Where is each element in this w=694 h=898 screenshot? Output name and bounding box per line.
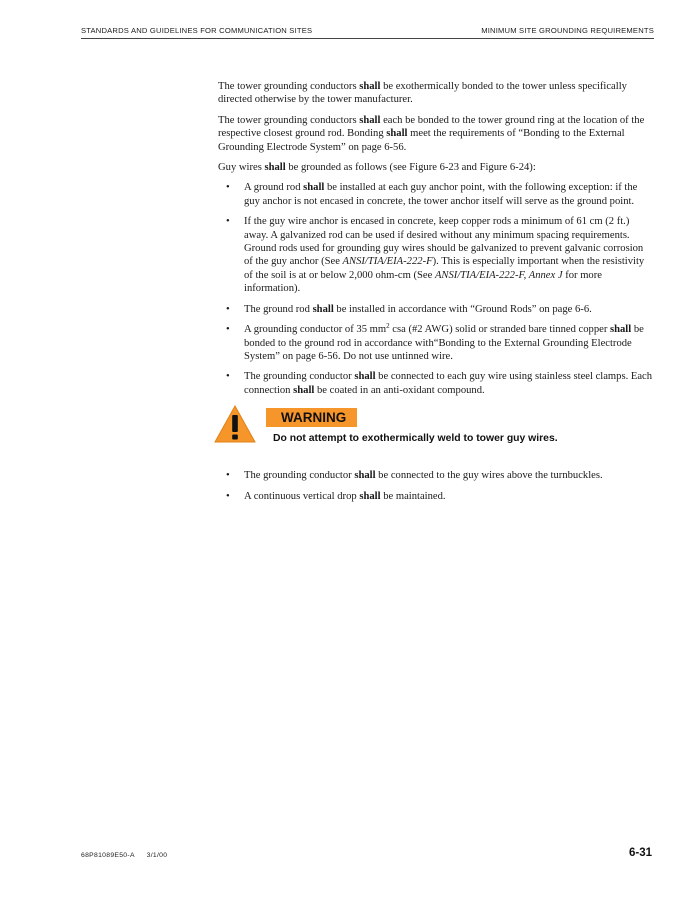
bullet-icon: • — [226, 470, 230, 482]
text-run-bold: shall — [354, 371, 376, 383]
body-text — [218, 80, 654, 510]
text-run: be maintained. — [380, 490, 446, 502]
text-run: be bonded to the ground rod in accordance with“Bonding to the External Grounding Electrode System” on page 6-56. Do not use untinned wire. — [244, 324, 644, 362]
header-left-title: STANDARDS AND GUIDELINES FOR COMMUNICATION SITES — [81, 26, 313, 35]
text-run: be connected to each guy wire using stainless steel clamps. Each connection — [244, 371, 653, 396]
text-run-bold: shall — [359, 490, 381, 502]
page-number: 6-31 — [628, 847, 652, 859]
warning-label: WARNING — [266, 408, 357, 427]
bullet-list-continued — [218, 469, 654, 503]
bullet-icon: • — [226, 303, 230, 315]
bullet-list — [218, 181, 654, 397]
header-divider — [81, 38, 654, 39]
text-run: A ground rod — [244, 182, 304, 194]
paragraph-ground-ring — [218, 114, 654, 154]
text-run-italic: ANSI/TIA/EIA-222-F — [342, 256, 433, 268]
text-run-bold: shall — [354, 470, 376, 482]
text-run: The grounding conductor — [244, 371, 355, 383]
text-run: be coated in an anti-oxidant compound. — [314, 384, 485, 396]
text-run-italic: ANSI/TIA/EIA-222-F, Annex J — [434, 269, 563, 281]
text-run: csa (#2 AWG) solid or stranded bare tinned copper — [389, 324, 610, 336]
text-run-bold: shall — [264, 162, 286, 174]
header-right-title: MINIMUM SITE GROUNDING REQUIREMENTS — [481, 26, 654, 35]
warning-callout — [218, 405, 654, 465]
superscript: 2 — [386, 322, 390, 331]
text-run: each be bonded to the tower ground ring at the location of the respective closest ground rod. Bonding — [218, 114, 645, 140]
footer-doc-number: 68P81089E50-A — [81, 852, 135, 859]
warning-triangle-icon — [214, 405, 256, 443]
text-run: If the guy wire anchor is encased in concrete, keep copper rods a minimum of 61 cm (2 ft.) away. A galvanized rod can be used if desired without any minimum spacing requirements. Ground rods used for grounding guy wires should be galvanized to prevent galvanic corrosion of the guy anchor (See — [244, 216, 644, 268]
text-run: Guy wires — [218, 162, 265, 174]
paragraph-tower-bonding — [218, 80, 654, 107]
text-run-bold: shall — [312, 303, 334, 315]
list-item — [218, 469, 654, 482]
text-run: for more information). — [244, 269, 602, 295]
text-run: be installed in accordance with “Ground Rods” on page 6-6. — [333, 303, 592, 315]
list-item — [218, 323, 654, 363]
warning-text: Do not attempt to exothermically weld to tower guy wires. — [273, 433, 558, 445]
text-run: A continuous vertical drop — [244, 490, 360, 502]
paragraph-guy-wires-intro — [218, 161, 654, 174]
text-run: A grounding conductor of 35 mm — [244, 324, 387, 336]
bullet-icon: • — [226, 490, 230, 502]
list-item — [218, 181, 654, 208]
text-run: be installed at each guy anchor point, with the following exception: if the guy anchor is not encased in concrete, the tower anchor itself will serve as the ground point. — [244, 182, 638, 207]
text-run: The tower grounding conductors — [218, 81, 360, 92]
list-item — [218, 303, 654, 316]
text-run: The tower grounding conductors — [218, 114, 360, 126]
text-run: be exothermically bonded to the tower unless specifically directed otherwise by the tower manufacturer. — [218, 81, 627, 106]
list-item — [218, 215, 654, 295]
text-run: The grounding conductor — [244, 470, 355, 482]
text-run-bold: shall — [386, 128, 408, 140]
bullet-icon: • — [226, 216, 230, 228]
list-item — [218, 490, 654, 503]
text-run-bold: shall — [293, 384, 315, 396]
footer-doc-info — [81, 852, 167, 859]
bullet-icon: • — [226, 371, 230, 383]
text-run: The ground rod — [244, 303, 313, 315]
text-run-bold: shall — [359, 114, 381, 126]
text-run-bold: shall — [303, 182, 325, 194]
bullet-icon: • — [226, 324, 230, 336]
text-run-bold: shall — [359, 81, 381, 92]
text-run: be grounded as follows (see Figure 6-23 and Figure 6-24): — [285, 162, 536, 174]
list-item — [218, 370, 654, 397]
bullet-icon: • — [226, 182, 230, 194]
text-run: ). This is especially important when the resistivity of the soil is at or below 2,000 ohm-cm (See — [244, 256, 645, 281]
text-run: meet the requirements of “Bonding to the External Grounding Electrode System” on page 6-56. — [218, 128, 625, 153]
footer-date: 3/1/00 — [146, 852, 168, 859]
text-run: be connected to the guy wires above the turnbuckles. — [375, 470, 603, 482]
text-run-bold: shall — [610, 324, 632, 336]
